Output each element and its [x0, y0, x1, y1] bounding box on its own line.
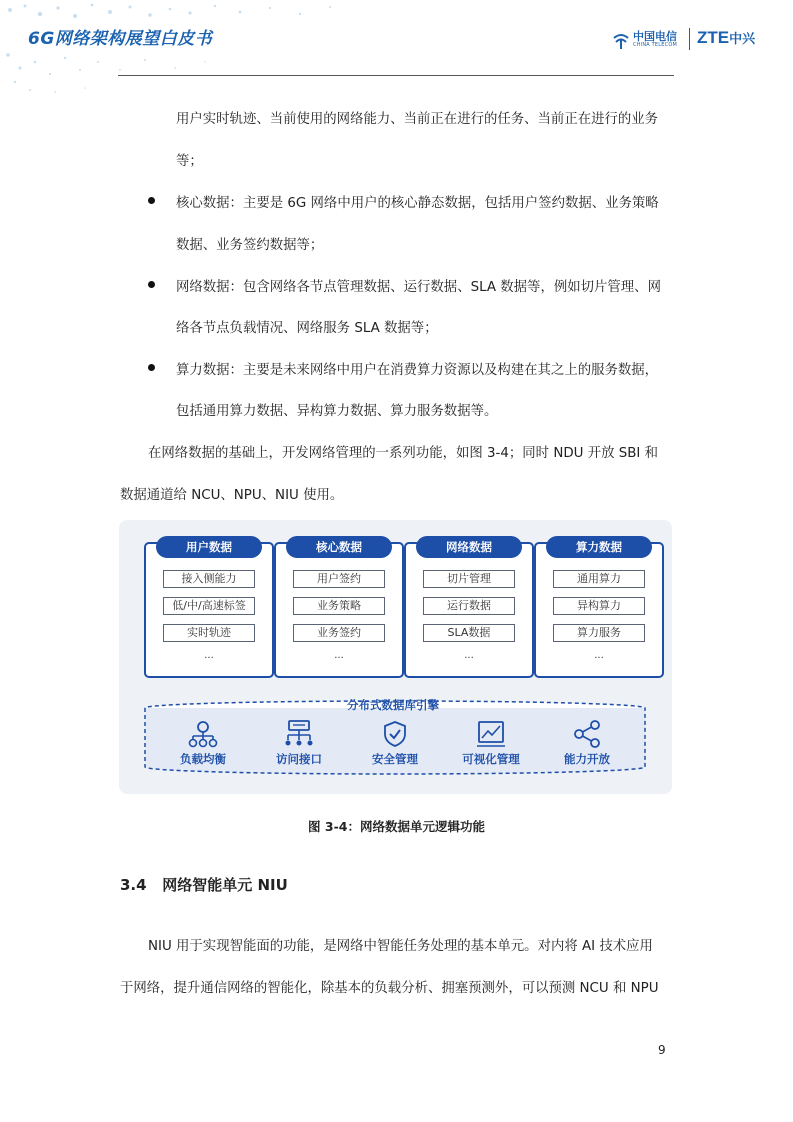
data-card-core — [274, 542, 404, 678]
text-line: 数据、业务签约数据等； — [176, 238, 324, 253]
more-ellipsis: ... — [334, 650, 344, 661]
visualization-chart-icon — [474, 720, 508, 748]
card-item: 实时轨迹 — [163, 624, 255, 642]
bullet-network-data: 网络数据：包含网络各节点管理数据、运行数据、SLA 数据等，例如切片管理、网 — [176, 280, 661, 295]
zte-logo — [697, 28, 755, 48]
paragraph-line: 数据通道给 NCU、NPU、NIU 使用。 — [120, 488, 344, 503]
feature-label: 可视化管理 — [462, 752, 520, 766]
card-item: 切片管理 — [423, 570, 515, 588]
text-line: 包括通用算力数据、异构算力数据、算力服务数据等。 — [176, 404, 498, 419]
section-heading: 3.4 网络智能单元 NIU — [120, 876, 288, 894]
card-item: SLA数据 — [423, 624, 515, 642]
figure-caption: 图 3-4：网络数据单元逻辑功能 — [308, 819, 485, 834]
engine-label: 分布式数据库引擎 — [347, 698, 439, 712]
card-title: 算力数据 — [546, 536, 652, 558]
china-telecom-logo — [611, 28, 681, 52]
data-card-network — [404, 542, 534, 678]
zte-logo-cn: 中兴 — [729, 31, 756, 46]
china-telecom-logo-en: CHINA TELECOM — [633, 42, 677, 48]
header-rule — [118, 75, 674, 76]
card-item: 通用算力 — [553, 570, 645, 588]
card-item: 算力服务 — [553, 624, 645, 642]
paragraph-line: NIU 用于实现智能面的功能，是网络中智能任务处理的基本单元。对内将 AI 技术应用 — [148, 939, 653, 954]
card-item: 接入侧能力 — [163, 570, 255, 588]
card-title: 核心数据 — [286, 536, 392, 558]
document-title: 6G网络架构展望白皮书 — [28, 29, 213, 49]
more-ellipsis: ... — [594, 650, 604, 661]
more-ellipsis: ... — [464, 650, 474, 661]
bullet-icon — [148, 281, 155, 288]
feature-label: 能力开放 — [564, 752, 610, 766]
bullet-icon — [148, 364, 155, 371]
bullet-core-data: 核心数据：主要是 6G 网络中用户的核心静态数据，包括用户签约数据、业务策略 — [176, 196, 659, 211]
feature-load-balance — [158, 720, 248, 767]
text-line: 络各节点负载情况、网络服务 SLA 数据等； — [176, 321, 438, 336]
paragraph-line: 在网络数据的基础上，开发网络管理的一系列功能，如图 3-4；同时 NDU 开放 SBI 和 — [148, 446, 659, 461]
china-telecom-mark-icon — [611, 30, 631, 50]
feature-access-interface — [254, 720, 344, 767]
card-item: 业务策略 — [293, 597, 385, 615]
load-balance-icon — [186, 720, 220, 748]
logo-separator — [689, 28, 690, 50]
more-ellipsis: ... — [204, 650, 214, 661]
card-title: 用户数据 — [156, 536, 262, 558]
feature-security — [350, 720, 440, 767]
share-network-icon — [570, 720, 604, 748]
card-title: 网络数据 — [416, 536, 522, 558]
feature-label: 安全管理 — [372, 752, 418, 766]
bullet-compute-data: 算力数据：主要是未来网络中用户在消费算力资源以及构建在其之上的服务数据， — [176, 363, 659, 378]
data-card-compute — [534, 542, 664, 678]
card-item: 运行数据 — [423, 597, 515, 615]
feature-label: 访问接口 — [276, 752, 322, 766]
paragraph-line: 于网络，提升通信网络的智能化，除基本的负载分析、拥塞预测外，可以预测 NCU 和 NPU — [120, 981, 659, 996]
card-item: 低/中/高速标签 — [163, 597, 255, 615]
card-item: 业务签约 — [293, 624, 385, 642]
page-number: 9 — [658, 1043, 666, 1057]
text-line: 等； — [176, 154, 203, 169]
china-telecom-logo-cn: 中国电信 — [633, 30, 677, 43]
bullet-icon — [148, 197, 155, 204]
feature-label: 负载均衡 — [180, 752, 226, 766]
feature-visualization — [446, 720, 536, 767]
text-line: 用户实时轨迹、当前使用的网络能力、当前正在进行的任务、当前正在进行的业务 — [176, 112, 659, 127]
feature-capability-exposure — [542, 720, 632, 767]
access-interface-icon — [282, 720, 316, 748]
zte-logo-en: ZTE — [697, 28, 730, 47]
security-shield-icon — [378, 720, 412, 748]
card-item: 异构算力 — [553, 597, 645, 615]
header-dot-pattern — [0, 0, 420, 100]
card-item: 用户签约 — [293, 570, 385, 588]
data-card-user — [144, 542, 274, 678]
